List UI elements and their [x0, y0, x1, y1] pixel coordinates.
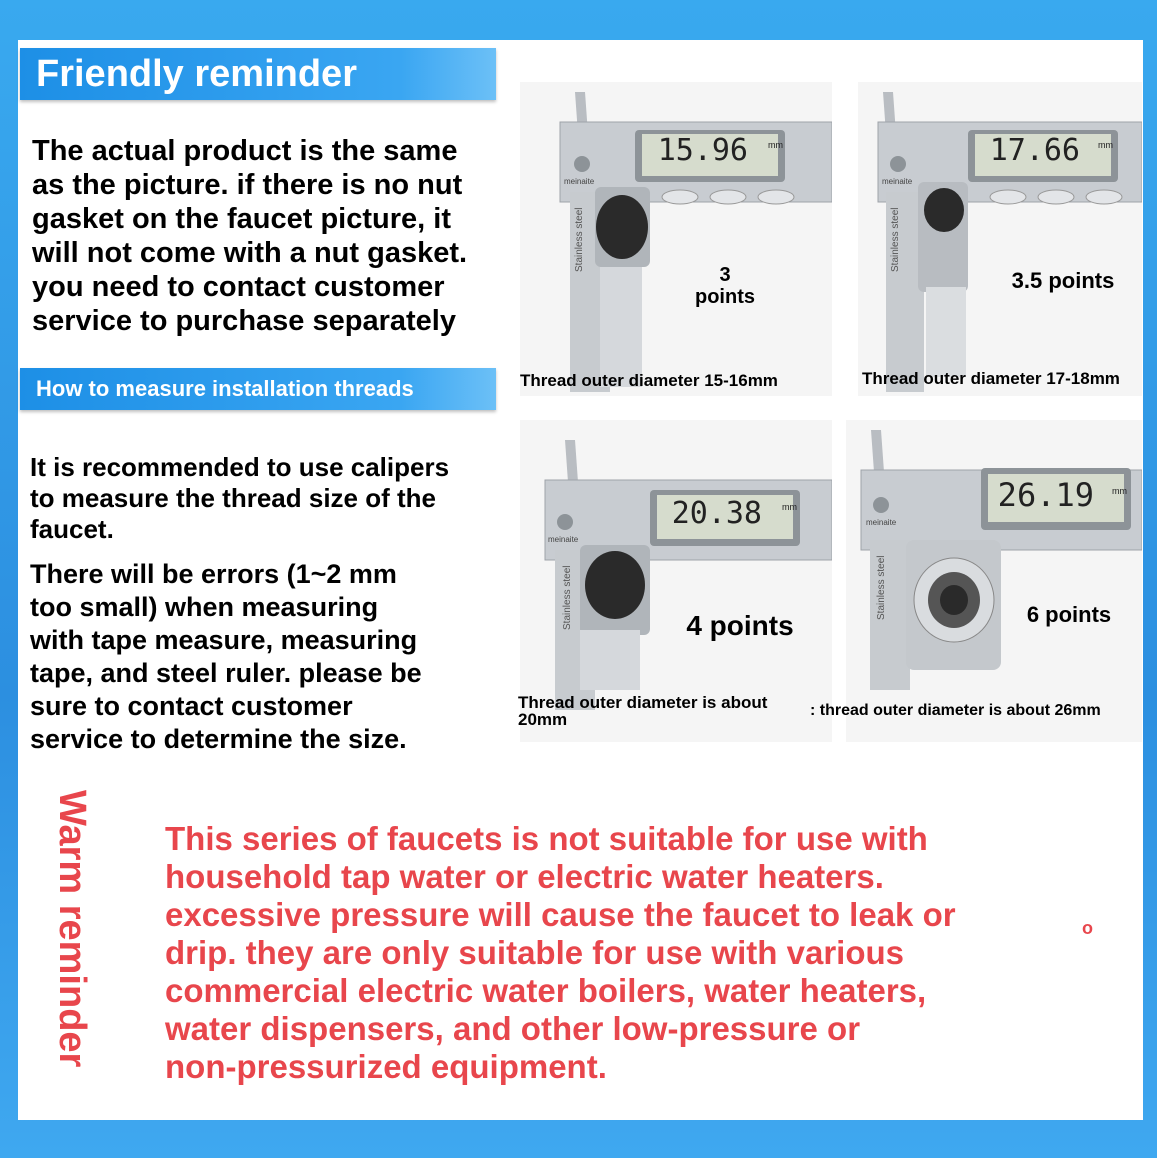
thread-points-label: 4 points — [686, 610, 794, 641]
calipers-paragraph: It is recommended to use calipers to measure the thread size of the faucet. — [30, 452, 450, 544]
caliper-illustration — [858, 82, 1142, 396]
svg-text:meinaite: meinaite — [882, 177, 913, 186]
thread-caption: : thread outer diameter is about 26mm — [810, 702, 1101, 719]
caliper-illustration — [520, 82, 832, 396]
svg-text:meinaite: meinaite — [548, 535, 579, 544]
svg-text:mm: mm — [768, 140, 783, 150]
decorative-mark: o — [1082, 918, 1093, 938]
thread-points-label: 3.5 points — [1011, 268, 1115, 293]
caliper-reading: 20.38 — [671, 496, 762, 531]
warm-reminder-text: This series of faucets is not suitable for use with household tap water or electric water heaters. excessive pressure will cause the faucet to leak or drip. they are only suitable for use with various commercial electric water boilers, water heaters, water dispensers, and other low-pressure or non-pressurized equipment. — [165, 820, 956, 1085]
thread-points-label: 3 points — [695, 264, 755, 308]
caliper-reading: 15.96 — [657, 133, 748, 168]
caliper-reading: 26.19 — [997, 476, 1094, 514]
friendly-reminder-banner: Friendly reminder — [20, 48, 496, 100]
thread-caption: Thread outer diameter is about 20mm — [518, 693, 768, 729]
svg-text:meinaite: meinaite — [564, 177, 595, 186]
thread-caption: Thread outer diameter 15-16mm — [520, 371, 778, 390]
thread-caption: Thread outer diameter 17-18mm — [862, 369, 1120, 388]
svg-text:Stainless steel: Stainless steel — [574, 207, 585, 272]
svg-text:meinaite: meinaite — [866, 518, 897, 527]
caliper-photo-3-5-points — [858, 82, 1142, 396]
caliper-photo-4-points — [520, 420, 832, 742]
svg-text:Stainless steel: Stainless steel — [890, 207, 901, 272]
svg-text:mm: mm — [782, 502, 797, 512]
measure-threads-banner: How to measure installation threads — [20, 368, 496, 410]
warm-reminder-side-label: Warm reminder — [51, 790, 93, 1068]
errors-paragraph: There will be errors (1~2 mm too small) when measuring with tape measure, measuring tape, and steel ruler. please be sure to contact customer service to determine the size. — [30, 559, 422, 754]
caliper-photo-3-points — [520, 82, 832, 396]
thread-points-label: 6 points — [1026, 602, 1112, 627]
caliper-reading: 17.66 — [989, 133, 1080, 168]
reminder-paragraph: The actual product is the same as the picture. if there is no nut gasket on the faucet picture, it will not come with a nut gasket. you need to contact customer service to purchase separately — [32, 135, 468, 337]
caliper-photo-6-points — [810, 420, 1142, 742]
svg-text:mm: mm — [1098, 140, 1113, 150]
svg-text:Stainless steel: Stainless steel — [876, 555, 887, 620]
svg-text:mm: mm — [1112, 486, 1127, 496]
caliper-illustration — [846, 420, 1142, 742]
svg-text:Stainless steel: Stainless steel — [562, 565, 573, 630]
